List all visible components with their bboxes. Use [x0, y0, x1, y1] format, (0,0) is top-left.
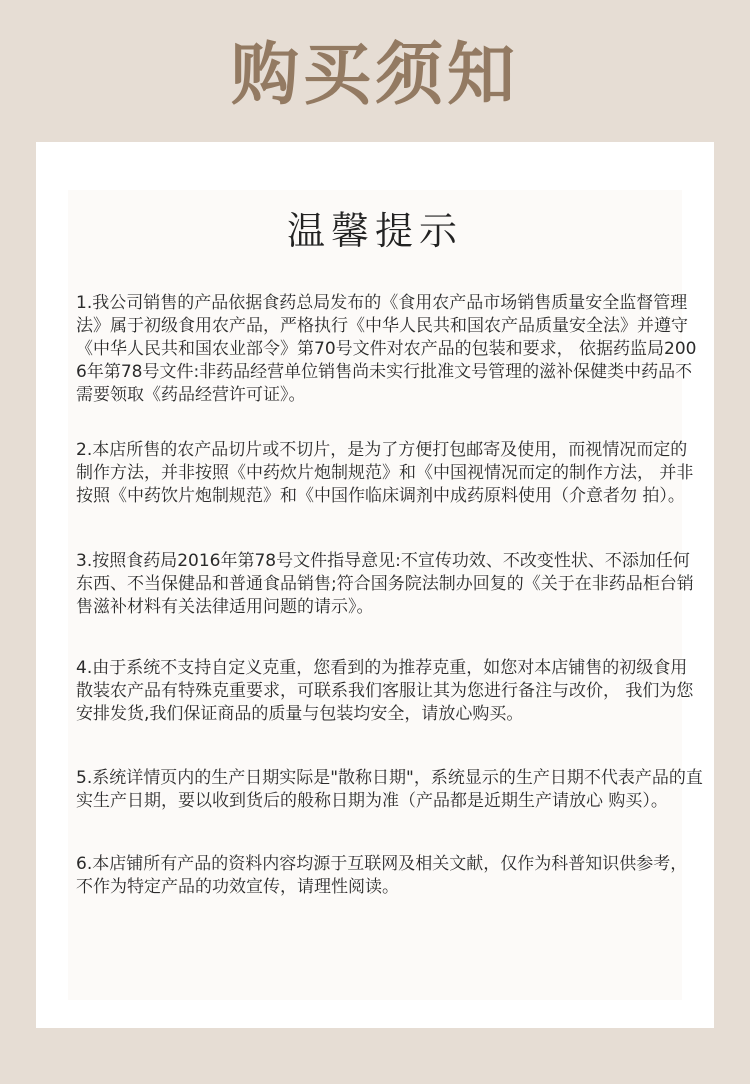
notice-item-3: 3.按照食药局2016年第78号文件指导意见:不宣传功效、不改变性状、不添加任何东西、不当保健品和普通食品销售;符合国务院法制办回复的《关于在非药品柜台销售滋补材料有关法律适用问题的请示》。 [76, 551, 694, 617]
notice-item-1: 1.我公司销售的产品依据食药总局发布的《食用农产品市场销售质量安全监督管理法》属于初级食用农产品，严格执行《中华人民共和国农产品质量安全法》并遵守《中华人民共和国农业部令》第70号文件对农产品的包装和要求， 依据药监局2006年第78号文件:非药品经营单位销售尚未实行批准文号管理的滋补保健类中药品不需要领取《药品经营许可证》。 [76, 293, 697, 405]
notice-card [36, 142, 714, 1028]
page-title: 购买须知 [230, 35, 519, 115]
notice-item-4: 4.由于系统不支持自定义克重，您看到的为推荐克重，如您对本店铺售的初级食用散装农产品有特殊克重要求，可联系我们客服让其为您进行备注与改价， 我们为您安排发货,我们保证商品的质量与包装均安全，请放心购买。 [76, 658, 694, 724]
notice-item-6: 6.本店铺所有产品的资料内容均源于互联网及相关文献，仅作为科普知识供参考，不作为特定产品的功效宣传，请理性阅读。 [76, 854, 688, 897]
notice-item-5: 5.系统详情页内的生产日期实际是"散称日期"，系统显示的生产日期不代表产品的直实生产日期，要以收到货后的般称日期为准（产品都是近期生产请放心 购买）。 [76, 768, 703, 811]
notice-item-2: 2.本店所售的农产品切片或不切片，是为了方便打包邮寄及使用，而视情况而定的制作方法，并非按照《中药炊片炮制规范》和《中国视情况而定的制作方法， 并非按照《中药饮片炮制规范》和《中国作临床调剂中成药原料使用（介意者勿 拍）。 [76, 440, 694, 506]
notice-list [76, 292, 704, 899]
notice-title: 温馨提示 [286, 209, 463, 253]
